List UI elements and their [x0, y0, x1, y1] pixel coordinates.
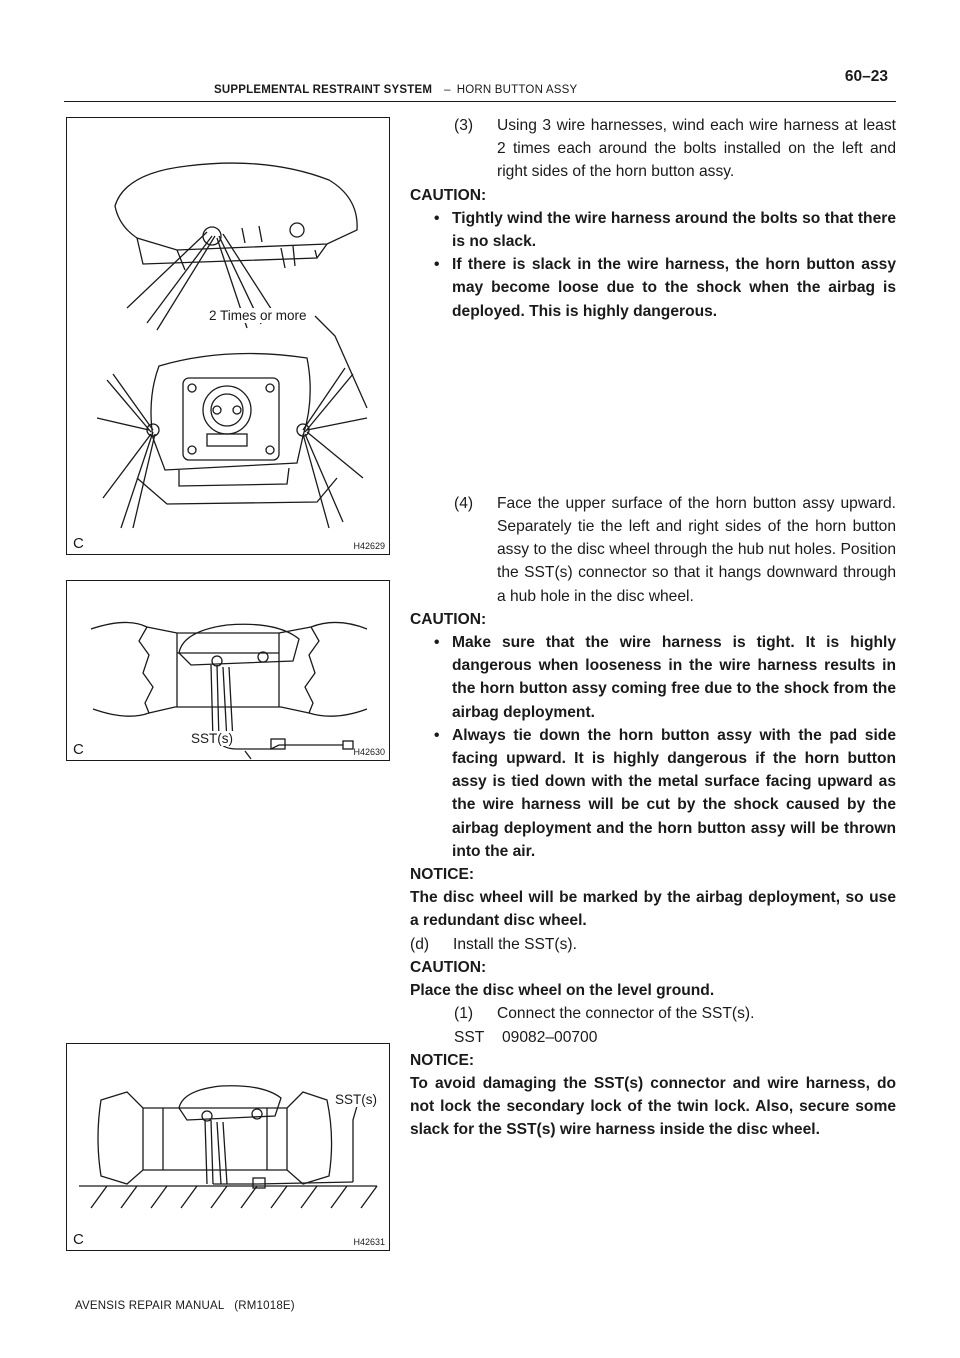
procedure-text	[410, 114, 896, 1142]
header-separator: –	[444, 84, 451, 96]
notice-label: NOTICE:	[410, 1051, 475, 1069]
step-number: (4)	[454, 494, 474, 512]
spacer	[410, 323, 896, 492]
step-number: (3)	[454, 117, 474, 134]
bullet-dot-icon: •	[434, 634, 440, 652]
figure-letter: C	[73, 535, 84, 552]
sst-number	[410, 1026, 896, 1049]
notice-text: The disc wheel will be marked by the airbag deployment, so use a redundant disc wheel.	[410, 889, 896, 930]
caution-label: CAUTION:	[410, 958, 487, 976]
notice-text: To avoid damaging the SST(s) connector and wire harness, do not lock the secondary lock of the twin lock. Also, secure some slack for the SST(s) wire harness inside the disc wheel.	[410, 1074, 896, 1139]
figure-letter: C	[73, 741, 84, 758]
figure-code: H42631	[353, 1237, 385, 1247]
figure-illustration-1	[67, 118, 389, 554]
caution-bullet: • Always tie down the horn button assy with the pad side facing upward. It is highly dangerous if the horn button assy is tied down with the metal surface facing upward as the wire harness will be cut by the shock caused by the airbag deployment and the horn button assy will be thrown into the air.	[410, 724, 896, 863]
figure-wheel-on-ground	[66, 1043, 390, 1251]
page-header	[64, 62, 896, 102]
step-d	[410, 933, 896, 956]
figure-label-sst: SST(s)	[191, 731, 233, 746]
sst-value: 09082–00700	[502, 1028, 598, 1046]
caution-bullet: • If there is slack in the wire harness, the horn button assy may become loose due to the shock when the airbag is deployed. This is highly dangerous.	[410, 253, 896, 323]
caution-label: CAUTION:	[410, 610, 487, 628]
manual-footer: AVENSIS REPAIR MANUAL (RM1018E)	[75, 1300, 295, 1312]
figure-horn-button-wound	[66, 117, 390, 555]
step-3	[410, 114, 896, 184]
step-text: Connect the connector of the SST(s).	[497, 1005, 755, 1023]
bullet-dot-icon: •	[434, 256, 440, 274]
caution-bullet: • Make sure that the wire harness is tight. It is highly dangerous when looseness in the wire harness results in the horn button assy coming free due to the shock from the airbag deployment.	[410, 631, 896, 724]
notice-label: NOTICE:	[410, 866, 475, 884]
figure-code: H42629	[353, 541, 385, 551]
figure-illustration-3	[67, 1044, 389, 1250]
header-subsection: HORN BUTTON ASSY	[456, 84, 578, 96]
figure-letter: C	[73, 1231, 84, 1248]
caution-bullet: • Tightly wind the wire harness around the bolts so that there is no slack.	[410, 207, 896, 253]
step-number: (d)	[410, 935, 430, 953]
figure-code: H42630	[353, 747, 385, 757]
figure-label-2-times: 2 Times or more	[209, 308, 307, 323]
header-title	[214, 84, 577, 96]
step-number: (1)	[454, 1005, 474, 1023]
bullet-dot-icon: •	[434, 209, 440, 227]
header-rule	[64, 101, 896, 102]
step-4	[410, 492, 896, 608]
sst-key: SST	[454, 1028, 485, 1046]
caution-text: Place the disc wheel on the level ground.	[410, 982, 715, 1000]
step-text: Install the SST(s).	[453, 935, 577, 953]
step-text: Face the upper surface of the horn button assy upward. Separately tie the left and right sides of the horn button assy to the disc wheel through the hub nut holes. Position the SST(s) connector so that it hangs downward through a hub hole in the disc wheel.	[497, 494, 896, 605]
header-section: SUPPLEMENTAL RESTRAINT SYSTEM	[214, 84, 433, 96]
step-text: Using 3 wire harnesses, wind each wire harness at least 2 times each around the bolts installed on the left and right sides of the horn button assy.	[497, 117, 896, 181]
step-1	[410, 1002, 896, 1025]
figure-label-sst: SST(s)	[335, 1092, 377, 1107]
bullet-dot-icon: •	[434, 726, 440, 744]
figure-horn-on-disc-wheel	[66, 580, 390, 761]
caution-label: CAUTION:	[410, 186, 487, 204]
page-number: 60–23	[844, 68, 888, 85]
